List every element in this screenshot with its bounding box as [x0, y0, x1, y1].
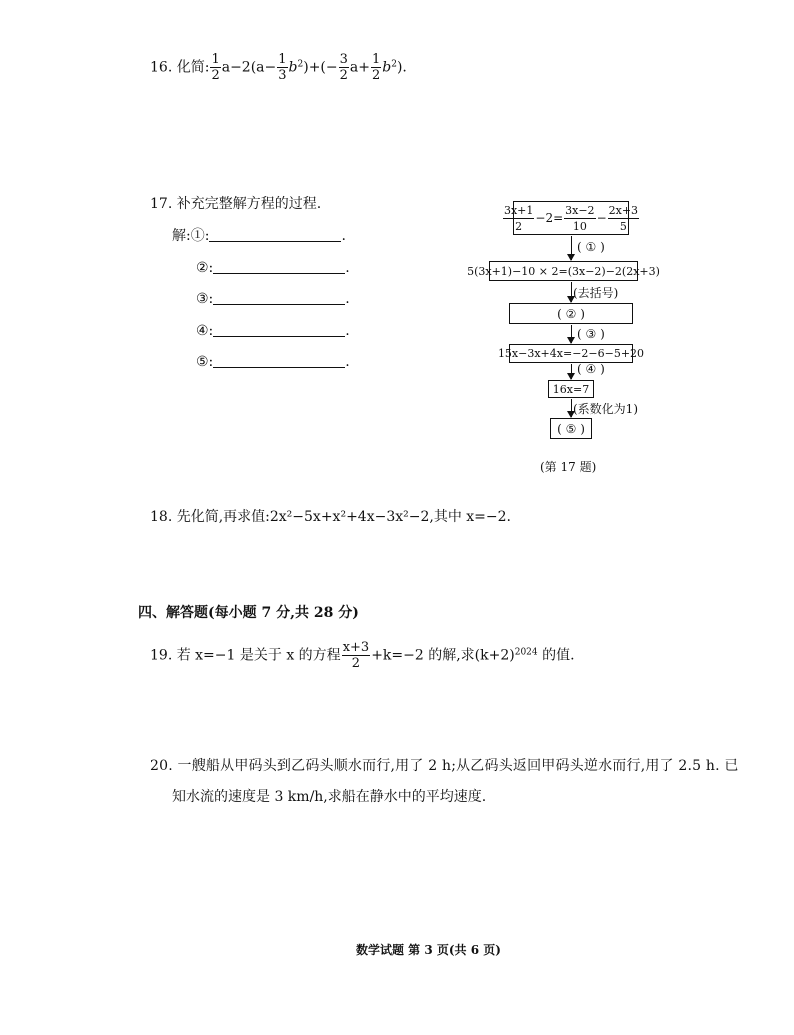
- question-20-line-1: 20. 一艘船从甲码头到乙码头顺水而行,用了 2 h;从乙码头返回甲码头逆水而行,用了 2.5 h. 已: [150, 758, 739, 774]
- fraction: $\frac{x+3}{2}$: [342, 640, 370, 671]
- arrow-down-icon: [571, 282, 572, 302]
- step-label-3: ( ③ ): [577, 327, 605, 341]
- q16-label: 16. 化简:: [150, 59, 210, 76]
- answer-line-5: ⑤: .: [196, 354, 350, 370]
- flow-box-6: ( ⑤ ): [550, 418, 592, 439]
- arrow-down-icon: [571, 236, 572, 260]
- blank-line: [213, 353, 345, 368]
- step-label-5: (系数化为1): [573, 402, 638, 416]
- flow-box-4: 15x−3x+4x=−2−6−5+20: [509, 344, 633, 363]
- question-17-title: 17. 补充完整解方程的过程.: [150, 196, 322, 212]
- fraction: $\frac{3x+1}{2}$: [503, 203, 534, 233]
- fraction: $\frac{1}{2}$: [371, 52, 381, 83]
- blank-line: [213, 322, 345, 337]
- step-label-1: ( ① ): [577, 240, 605, 254]
- question-16: 16. 化简: $\frac{1}{2}$ a−2(a− $\frac{1}{3}$ $b^2)+(-$ $\frac{3}{2}$ a+ $\frac{1}{2}$ $b^2$).: [150, 52, 407, 83]
- flow-box-3: ( ② ): [509, 303, 633, 324]
- answer-line-4: ④: .: [196, 323, 350, 339]
- blank-line: [213, 290, 345, 305]
- answer-line-3: ③: .: [196, 291, 350, 307]
- step-label-2: (去括号): [573, 286, 619, 300]
- fraction: $\frac{3x-2}{10}$: [565, 203, 595, 233]
- fraction: $\frac{3}{2}$: [339, 52, 348, 83]
- fraction: $\frac{1}{3}$: [278, 52, 287, 83]
- arrow-down-icon: [571, 364, 572, 379]
- flow-box-2: 5(3x+1)−10 × 2=(3x−2)−2(2x+3): [489, 261, 638, 281]
- answer-line-2: ②: .: [196, 260, 350, 276]
- section-title: 四、解答题(每小题 7 分,共 28 分): [138, 605, 359, 621]
- blank-line: [209, 227, 341, 242]
- blank-line: [213, 259, 345, 274]
- answer-line-1: 解:①: .: [172, 228, 346, 244]
- page-footer: 数学试题 第 3 页(共 6 页): [356, 943, 501, 957]
- fraction: $\frac{1}{2}$: [211, 52, 220, 83]
- question-19: 19. 若 x=−1 是关于 x 的方程 $\frac{x+3}{2}$ +k=−2 的解,求$(k+2)^{2024}$ 的值.: [150, 640, 575, 671]
- question-20-line-2: 知水流的速度是 3 km/h,求船在静水中的平均速度.: [172, 789, 487, 805]
- figure-caption: (第 17 题): [540, 460, 597, 474]
- flow-box-equation: $\frac{3x+1}{2}$ −2= $\frac{3x-2}{10}$ − $\frac{2x+3}{5}$: [513, 201, 629, 235]
- arrow-down-icon: [571, 399, 572, 417]
- flow-box-5: 16x=7: [548, 380, 594, 398]
- question-18: 18. 先化简,再求值:2x²−5x+x²+4x−3x²−2,其中 x=−2.: [150, 509, 511, 525]
- fraction: $\frac{2x+3}{5}$: [608, 203, 639, 233]
- step-label-4: ( ④ ): [577, 362, 605, 376]
- arrow-down-icon: [571, 325, 572, 343]
